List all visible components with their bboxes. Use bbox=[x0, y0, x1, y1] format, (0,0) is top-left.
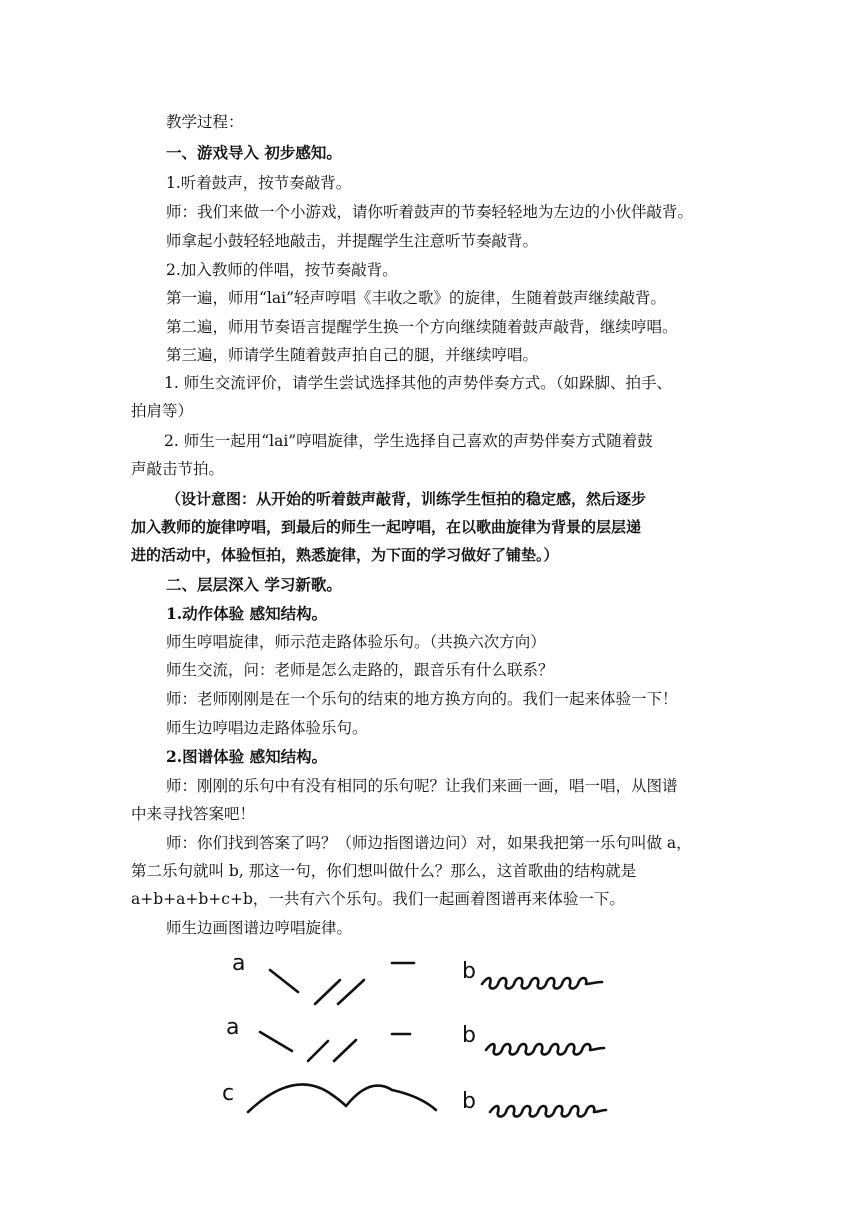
paragraph: 第三遍，师请学生随着鼓声拍自己的腿，并继续哼唱。 bbox=[166, 346, 539, 364]
paragraph: 师：老师刚刚是在一个乐句的结束的地方换方向的。我们一起来体验一下！ bbox=[166, 690, 678, 708]
paragraph-continuation: 中来寻找答案吧！ bbox=[131, 805, 256, 823]
graph-label-a: a bbox=[226, 1015, 240, 1040]
paragraph: 师生哼唱旋律，师示范走路体验乐句。（共换六次方向） bbox=[166, 633, 546, 651]
paragraph: 师：刚刚的乐句中有没有相同的乐句呢？让我们来画一画，唱一唱，从图谱 bbox=[166, 777, 678, 795]
subheading-2-2: 2.图谱体验 感知结构。 bbox=[166, 747, 328, 766]
design-intent: （设计意图：从开始的听着鼓声敲背，训练学生恒拍的稳定感，然后逐步 bbox=[166, 490, 647, 508]
design-intent: 进的活动中，体验恒拍，熟悉旋律，为下面的学习做好了铺垫。） bbox=[131, 546, 559, 564]
paragraph: 1. 师生交流评价，请学生尝试选择其他的声势伴奏方式。（如跺脚、拍手、 bbox=[164, 374, 672, 392]
paragraph: 师：你们找到答案了吗？（师边指图谱边问）对，如果我把第一乐句叫做 a， bbox=[166, 834, 692, 852]
paragraph: 第一遍，师用“lai”轻声哼唱《丰收之歌》的旋律，生随着鼓声继续敲背。 bbox=[166, 289, 667, 307]
melody-graph-image bbox=[200, 948, 652, 1128]
section-heading-1: 一、游戏导入 初步感知。 bbox=[166, 143, 342, 162]
paragraph-continuation: 第二乐句就叫 b, 那这一句，你们想叫做什么？那么，这首歌曲的结构就是 bbox=[131, 862, 637, 880]
heading-teaching-process: 教学过程： bbox=[166, 113, 244, 131]
paragraph: 师生交流，问：老师是怎么走路的，跟音乐有什么联系？ bbox=[166, 661, 554, 679]
section-heading-2: 二、层层深入 学习新歌。 bbox=[166, 575, 342, 594]
paragraph-continuation: 拍肩等） bbox=[131, 402, 194, 420]
graph-label-c: c bbox=[222, 1081, 235, 1106]
paragraph: 师生边画图谱边哼唱旋律。 bbox=[166, 919, 353, 937]
graph-label-a: a bbox=[232, 951, 246, 976]
graph-label-b: b bbox=[462, 959, 476, 984]
paragraph-continuation: 声敲击节拍。 bbox=[131, 460, 225, 478]
graph-label-b: b bbox=[462, 1089, 476, 1114]
paragraph: 2. 师生一起用“lai”哼唱旋律，学生选择自己喜欢的声势伴奏方式随着鼓 bbox=[164, 432, 653, 450]
paragraph: 师拿起小鼓轻轻地敲击，并提醒学生注意听节奏敲背。 bbox=[166, 232, 539, 250]
paragraph-continuation: a+b+a+b+c+b，一共有六个乐句。我们一起画着图谱再来体验一下。 bbox=[131, 890, 625, 908]
paragraph: 师：我们来做一个小游戏，请你听着鼓声的节奏轻轻地为左边的小伙伴敲背。 bbox=[166, 203, 694, 221]
paragraph: 师生边哼唱边走路体验乐句。 bbox=[166, 719, 368, 737]
subheading-1-2: 2.加入教师的伴唱，按节奏敲背。 bbox=[166, 261, 398, 279]
graph-label-b: b bbox=[462, 1023, 476, 1048]
subheading-2-1: 1.动作体验 感知结构。 bbox=[166, 604, 328, 623]
paragraph: 第二遍，师用节奏语言提醒学生换一个方向继续随着鼓声敲背，继续哼唱。 bbox=[166, 318, 678, 336]
subheading-1-1: 1.听着鼓声，按节奏敲背。 bbox=[166, 174, 352, 192]
design-intent: 加入教师的旋律哼唱，到最后的师生一起哼唱，在以歌曲旋律为背景的层层递 bbox=[131, 518, 642, 536]
